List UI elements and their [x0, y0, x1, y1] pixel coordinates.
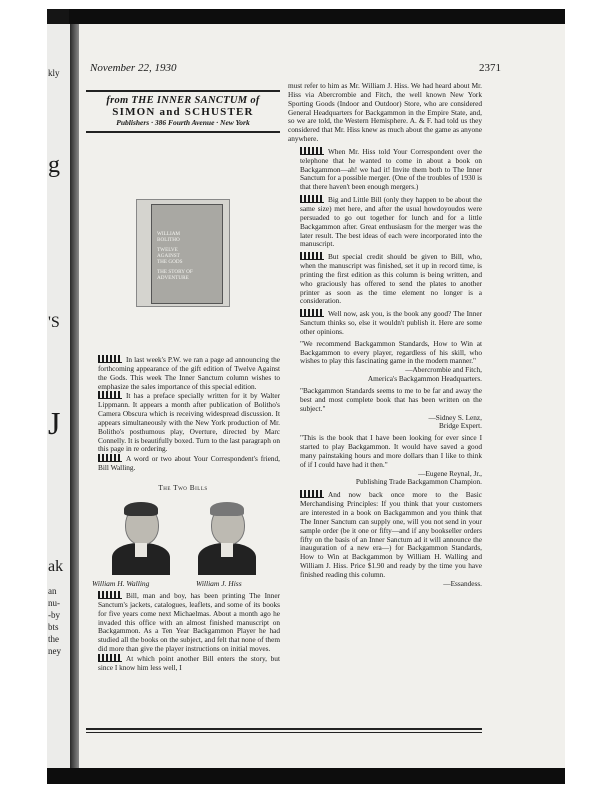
- issue-date: November 22, 1930: [90, 62, 177, 74]
- prev-fragment: ak: [48, 558, 64, 575]
- paragraph: And now back once more to the Basic Merchandising Principles: If you think that your customers are interested in a book on Backgammon and you think that The Inner Sanctum can supply one, will you not send in your sample order (be it one or fifty—and if any bookseller orders fifty on the basis of an Inner Sanctum ad it will announce the inauguration of a new era—) for Backgammon Standards, How to Win at Backgammon by William H. Walling and William J. Hiss. Price $1.90 and ready by the time you have finished reading this column.: [300, 490, 482, 579]
- paragraph: When Mr. Hiss told Your Correspondent over the telephone that he wanted to come in about a book on Backgammon—ah! we had it! Invite them both to The Inner Sanctum for a possible merger. (One of the troubles of 1930 is that there haven't been enough mergers.): [300, 146, 482, 192]
- page-number: 2371: [479, 62, 501, 74]
- prev-fragment: an: [48, 586, 57, 596]
- inner-sanctum-mark-icon: [300, 309, 324, 317]
- signature: —Essandess.: [443, 578, 482, 588]
- inner-sanctum-mark-icon: [98, 355, 122, 363]
- portraits: [86, 499, 280, 591]
- bottom-rule: [86, 732, 482, 733]
- paragraph: must refer to him as Mr. William J. Hiss. We had heard about Mr. Hiss via Abercrombie and Fitch, the well known New York Sporting Goods (Indoor and Outdoor) Store, who are considered General Headquarters for Backgammon in the Empire State, and, so we are told, the Western Hemisphere. A. & F. had told us they considered that Mr. Hiss knew as much about the game as anyone anywhere.: [288, 81, 482, 144]
- prev-fragment: kly: [48, 68, 60, 78]
- banner-line-1: from THE INNER SANCTUM of: [106, 95, 260, 106]
- inner-sanctum-mark-icon: [300, 490, 324, 498]
- prev-fragment: g: [48, 152, 60, 178]
- inner-sanctum-mark-icon: [300, 252, 324, 260]
- left-column: [86, 90, 280, 673]
- book-cover-image: [136, 199, 230, 307]
- paragraph: At which point another Bill enters the story, but since I know him less well, I: [98, 653, 280, 672]
- paragraph: Bill, man and boy, has been printing The Inner Sanctum's jackets, catalogues, leaflets, and some of its books for five years come next Michaelmas. About a month ago he invaded this office with an almost finished manuscript on Backgammon. As a Ten Year Backgammon Player he had studied all the books on the subject, and felt that none of them did more than give the player instructions on initial moves.: [98, 590, 280, 654]
- banner-line-2: SIMON and SCHUSTER: [112, 106, 254, 118]
- inner-sanctum-mark-icon: [98, 391, 122, 399]
- quote-attribution: —Eugene Reynal, Jr.,: [418, 468, 482, 478]
- book-cover: [151, 204, 223, 304]
- portrait-walling: [110, 499, 172, 575]
- quote: "We recommend Backgammon Standards, How to Win at Backgammon to every player, regardless of his skill, who wishes to play this fascinating game in the modern manner.": [300, 338, 482, 366]
- prev-fragment: ney: [48, 646, 61, 656]
- prev-fragment: -by: [48, 610, 60, 620]
- right-column: [288, 82, 482, 589]
- quote: "This is the book that I have been looking for ever since I started to play Backgammon. It would have saved a good many painstaking hours and more dollars than I like to think of if I could have had it then.": [300, 433, 482, 469]
- paragraph: Big and Little Bill (only they happen to be about the same size) met here, and after the usual howdoyoudos were persuaded to go out together for lunch and for a little Backgammon after. Great enthusiasm for the merger was the later result. The best ideas of each were incorporated into the manuscript.: [300, 195, 482, 249]
- book-gutter: [70, 24, 79, 768]
- prev-fragment: bts: [48, 622, 59, 632]
- paragraph: A word or two about Your Correspondent's friend, Bill Walling.: [98, 454, 280, 473]
- cover-line: ADVENTURE: [157, 275, 189, 281]
- quote: "Backgammon Standards seems to me to be far and away the best and most complete book that has been written on the subject.": [300, 386, 482, 413]
- cover-line: AGAINST: [157, 253, 180, 259]
- paragraph: It has a preface specially written for it by Walter Lippmann. It appears a month after publication of Bolitho's Camera Obscura which is receiving widespread discussion. It appears simultaneously with the New York production of Mr. Bolitho's posthumous play, Overture, directed by Marc Connelly. It is beautifully boxed. Turn to the last paragraph on this page in re ordering.: [98, 391, 280, 454]
- bottom-rule: [86, 728, 482, 730]
- paragraph: Well now, ask you, is the book any good? The Inner Sanctum thinks so, else it wouldn't publish it. Here are some other opinions.: [300, 309, 482, 336]
- name-hiss: William J. Hiss: [196, 578, 242, 588]
- cover-line: TWELVE: [157, 247, 178, 253]
- portrait-hiss: [196, 499, 258, 575]
- prev-fragment: J: [48, 405, 61, 441]
- cover-line: THE STORY OF: [157, 269, 193, 275]
- scan-border-bottom: [47, 768, 565, 784]
- cover-line: BOLITHO: [157, 237, 180, 243]
- prev-fragment: nu-: [48, 598, 60, 608]
- cover-line: WILLIAM: [157, 231, 181, 237]
- prev-fragment: 'S: [48, 314, 60, 331]
- quote-role: America's Backgammon Headquarters.: [367, 374, 482, 384]
- paragraph: But special credit should be given to Bill, who, when the manuscript was finished, set it up in record time, is printing the first edition as this column is being written, and who graciously has offered to send the plates to another printer as soon as the time element no longer is a consideration.: [300, 252, 482, 306]
- inner-sanctum-mark-icon: [98, 591, 122, 599]
- prev-fragment: the: [48, 634, 59, 644]
- photo-caption: The Two Bills: [158, 482, 208, 492]
- quote-role: Bridge Expert.: [439, 421, 482, 431]
- cover-line: THE GODS: [157, 259, 183, 265]
- quote-attribution: —Sidney S. Lenz,: [428, 412, 482, 422]
- banner-line-3: Publishers · 386 Fourth Avenue · New York: [116, 118, 250, 127]
- quote-role: Publishing Trade Backgammon Champion.: [355, 477, 482, 487]
- column-banner: [86, 90, 280, 133]
- inner-sanctum-mark-icon: [300, 195, 324, 203]
- quote-attribution: —Abercrombie and Fitch,: [405, 365, 482, 375]
- name-walling: William H. Walling: [92, 578, 150, 588]
- inner-sanctum-mark-icon: [98, 454, 122, 462]
- inner-sanctum-mark-icon: [98, 654, 122, 662]
- previous-page-edge: [47, 24, 71, 768]
- paragraph: In last week's P.W. we ran a page ad announcing the forthcoming appearance of the gift edition of Twelve Against the Gods. This week The Inner Sanctum column wishes to emphasize the sales importance of this special edition.: [98, 355, 280, 391]
- inner-sanctum-mark-icon: [300, 147, 324, 155]
